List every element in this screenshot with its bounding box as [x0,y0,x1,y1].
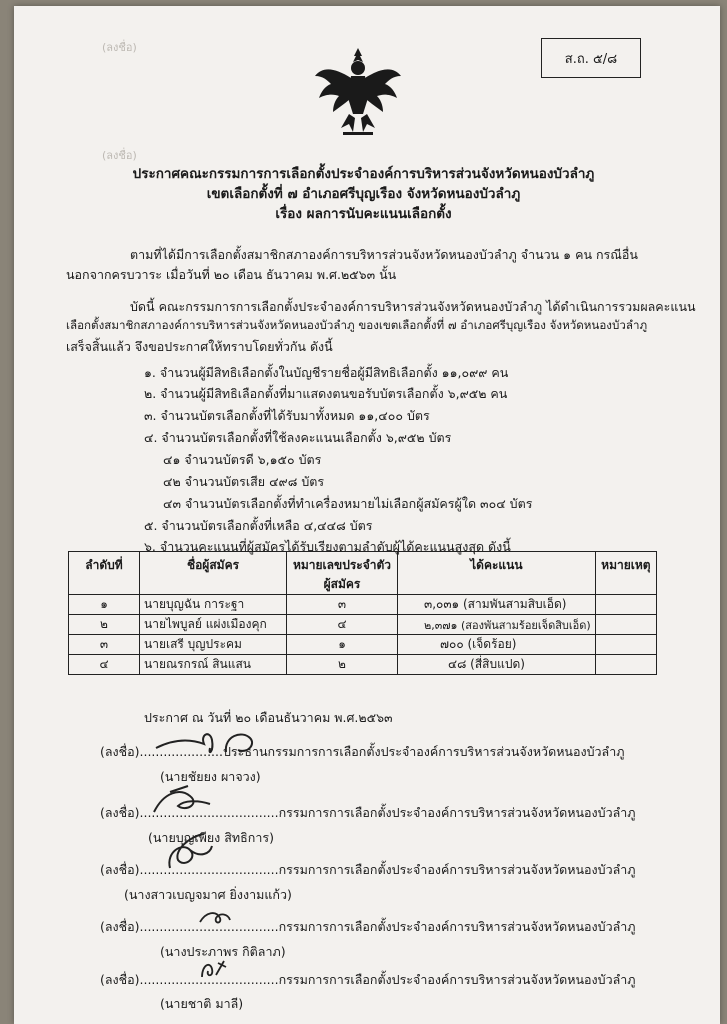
paragraph-line: ตามที่ได้มีการเลือกตั้งสมาชิกสภาองค์การบริหารส่วนจังหวัดหนองบัวลำภู จำนวน ๑ คน กรณีอื่น [130,247,638,262]
paragraph-line: นอกจากครบวาระ เมื่อวันที่ ๒๐ เดือน ธันวาคม พ.ศ.๒๕๖๓ นั้น [66,267,397,282]
list-subitem: ๔๑ จำนวนบัตรดี ๖,๑๕๐ บัตร [163,452,322,467]
list-item: ๖. จำนวนคะแนนที่ผู้สมัครได้รับเรียงตามลำดับผู้ได้คะแนนสูงสุด ดังนี้ [144,539,511,554]
table-row [69,635,657,655]
list-subitem: ๔๒ จำนวนบัตรเสีย ๔๙๘ บัตร [163,474,325,489]
signature-role: กรรมการการเลือกตั้งประจำองค์การบริหารส่วนจังหวัดหนองบัวลำภู [278,862,636,877]
cell-rank: ๒ [69,615,140,635]
handwritten-signature-5 [196,955,232,983]
cell-number: ๓ [287,595,398,615]
signature-prefix: (ลงชื่อ) [100,862,140,877]
cell-score: ๓,๐๓๑ (สามพันสามสิบเอ็ด) [398,595,596,615]
cell-score: ๒,๓๗๑ (สองพันสามร้อยเจ็ดสิบเอ็ด) [398,615,596,635]
table-row [69,655,657,675]
cell-name: นายเสรี บุญประคม [140,635,287,655]
handwritten-signature-4 [196,906,236,928]
announcement-date: ประกาศ ณ วันที่ ๒๐ เดือนธันวาคม พ.ศ.๒๕๖๓ [144,710,393,725]
cell-number: ๒ [287,655,398,675]
cell-note [595,615,656,635]
signer-name: (นางประภาพร กิติลาภ) [160,944,286,959]
list-item: ๕. จำนวนบัตรเลือกตั้งที่เหลือ ๔,๔๔๘ บัตร [144,518,373,533]
list-item: ๓. จำนวนบัตรเลือกตั้งที่ได้รับมาทั้งหมด ๑๑,๔๐๐ บัตร [144,408,430,423]
cell-name: นายบุญฉัน การะฐา [140,595,287,615]
handwritten-signature-2 [150,782,220,822]
signature-role: กรรมการการเลือกตั้งประจำองค์การบริหารส่วนจังหวัดหนองบัวลำภู [278,919,636,934]
results-table [68,551,657,675]
signature-dots: ..................... [139,744,223,759]
cell-rank: ๓ [69,635,140,655]
garuda-emblem-icon [313,46,403,138]
signature-prefix: (ลงชื่อ) [100,744,140,759]
list-item: ๑. จำนวนผู้มีสิทธิเลือกตั้งในบัญชีรายชื่อผู้มีสิทธิเลือกตั้ง ๑๑,๐๙๙ คน [144,365,509,380]
cell-note [595,595,656,615]
cell-score: ๗๐๐ (เจ็ดร้อย) [398,635,596,655]
paragraph-line: เลือกตั้งสมาชิกสภาองค์การบริหารส่วนจังหวัดหนองบัวลำภู ของเขตเลือกตั้งที่ ๗ อำเภอศรีบุญเรือง จังหวัดหนองบัวลำภู [66,318,648,332]
cell-rank: ๑ [69,595,140,615]
table-row [69,615,657,635]
document-code: ส.ถ. ๕/๘ [564,51,618,67]
signature-dots: ................................... [139,972,279,987]
signature-prefix: (ลงชื่อ) [100,972,140,987]
header-number-line1: หมายเลขประจำตัว [292,558,392,572]
signer-name: (นายบุญเพียง สิทธิการ) [148,830,274,845]
cell-name: นายไพบูลย์ แผ่งเมืองคุก [140,615,287,635]
signer-name: (นายชาติ มาลี) [160,996,244,1011]
signature-prefix: (ลงชื่อ) [100,919,140,934]
cell-number: ๔ [287,615,398,635]
cell-number: ๑ [287,635,398,655]
signer-name: (นางสาวเบญจมาศ ยิ่งงามแก้ว) [124,887,292,902]
cell-name: นายณรกรณ์ สินแสน [140,655,287,675]
document-code-box [541,38,641,78]
paragraph-line: บัดนี้ คณะกรรมการการเลือกตั้งประจำองค์การบริหารส่วนจังหวัดหนองบัวลำภู ได้ดำเนินการรวมผลคะแนน [130,299,696,314]
signature-line-5 [100,970,636,990]
handwritten-signature-1 [152,726,272,762]
header-number [287,552,398,595]
signature-dots: ................................... [139,805,279,820]
list-item: ๒. จำนวนผู้มีสิทธิเลือกตั้งที่มาแสดงตนขอรับบัตรเลือกตั้ง ๖,๙๕๒ คน [144,386,508,401]
signature-dots: ................................... [139,919,279,934]
faint-mark: (ลงชื่อ) [102,41,137,54]
announcement-subject: เรื่อง ผลการนับคะแนนเลือกตั้ง [275,206,452,222]
announcement-district: เขตเลือกตั้งที่ ๗ อำเภอศรีบุญเรือง จังหวัดหนองบัวลำภู [206,186,521,202]
cell-score: ๔๘ (สี่สิบแปด) [398,655,596,675]
header-name: ชื่อผู้สมัคร [140,552,287,595]
cell-rank: ๔ [69,655,140,675]
signature-prefix: (ลงชื่อ) [100,805,140,820]
signature-dots: ................................... [139,862,279,877]
list-subitem: ๔๓ จำนวนบัตรเลือกตั้งที่ทำเครื่องหมายไม่เลือกผู้สมัครผู้ใด ๓๐๔ บัตร [163,496,533,511]
cell-note [595,655,656,675]
signature-role: กรรมการการเลือกตั้งประจำองค์การบริหารส่วนจังหวัดหนองบัวลำภู [278,805,636,820]
faint-mark: (ลงชื่อ) [102,149,137,162]
signature-role: กรรมการการเลือกตั้งประจำองค์การบริหารส่วนจังหวัดหนองบัวลำภู [278,972,636,987]
table-row [69,595,657,615]
header-note: หมายเหตุ [595,552,656,595]
list-item: ๔. จำนวนบัตรเลือกตั้งที่ใช้ลงคะแนนเลือกตั้ง ๖,๙๕๒ บัตร [144,430,452,445]
header-rank: ลำดับที่ [69,552,140,595]
header-number-line2: ผู้สมัคร [323,577,361,591]
handwritten-signature-3 [160,828,220,874]
announcement-title: ประกาศคณะกรรมการการเลือกตั้งประจำองค์การบริหารส่วนจังหวัดหนองบัวลำภู [132,166,595,182]
cell-note [595,635,656,655]
signature-line-4 [100,917,636,937]
paragraph-line: เสร็จสิ้นแล้ว จึงขอประกาศให้ทราบโดยทั่วกัน ดังนี้ [66,339,333,354]
header-score: ได้คะแนน [398,552,596,595]
signature-role: ประธานกรรมการการเลือกตั้งประจำองค์การบริหารส่วนจังหวัดหนองบัวลำภู [222,744,625,759]
signer-name: (นายชัยยง ผาจวง) [160,769,261,784]
table-header-row [69,552,657,595]
